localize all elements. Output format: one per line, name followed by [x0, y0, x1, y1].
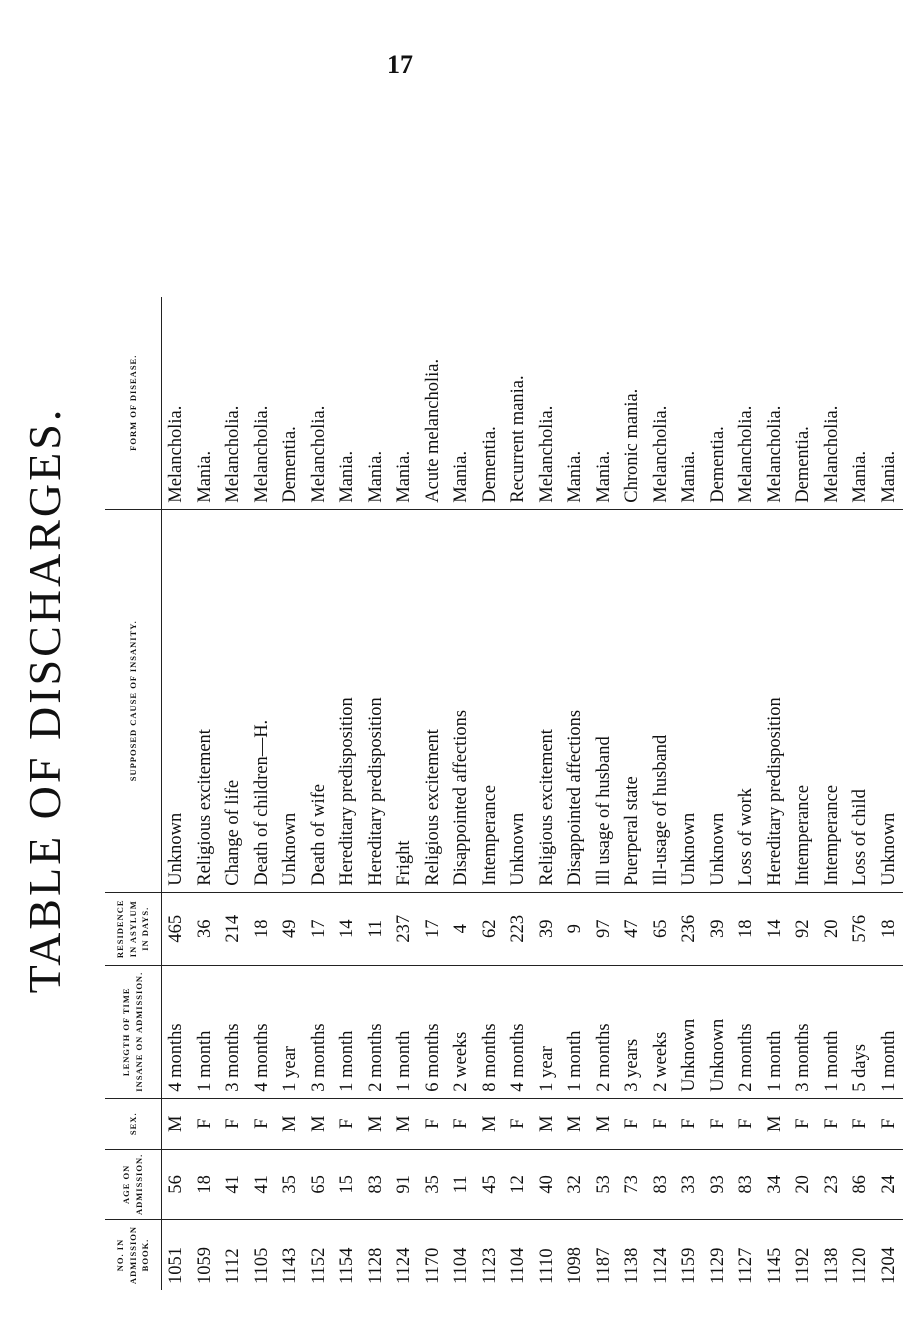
cell-no: 1098 [565, 1247, 585, 1284]
cell-age: 24 [875, 1149, 903, 1219]
cell-no: 1124 [394, 1247, 414, 1284]
cell-form: Mania. [362, 297, 391, 510]
cell-form: Melancholia. [761, 297, 790, 510]
cell-sex: M [162, 1098, 191, 1149]
cell-sex: F [846, 1098, 875, 1149]
cell-residence: 4 [447, 892, 476, 965]
cell-age: 83 [362, 1149, 391, 1219]
table-row [875, 297, 903, 1290]
cell-residence: 18 [875, 892, 903, 965]
cell-age: 32 [561, 1149, 590, 1219]
cell-no: 1104 [451, 1247, 471, 1284]
cell-no: 1105 [251, 1247, 272, 1284]
table-row [419, 297, 448, 1290]
table-row [248, 297, 277, 1290]
cell-no: 1192 [793, 1247, 813, 1284]
cell-length: 3 months [305, 965, 334, 1098]
cell-form: Dementia. [789, 297, 818, 510]
cell-no: 1187 [593, 1247, 614, 1284]
cell-age: 34 [761, 1149, 790, 1219]
cell-age: 83 [647, 1149, 676, 1219]
header-age: AGE ON ADMISSION. [105, 1149, 162, 1219]
table-row [647, 297, 676, 1290]
cell-residence: 92 [789, 892, 818, 965]
cell-length: 1 month [875, 965, 903, 1098]
cell-residence: 11 [362, 892, 391, 965]
cell-sex: M [533, 1098, 562, 1149]
cell-age: 45 [476, 1149, 505, 1219]
cell-sex: M [390, 1098, 419, 1149]
cell-no: 1059 [194, 1247, 215, 1284]
cell-residence: 17 [419, 892, 448, 965]
cell-length: 2 months [732, 965, 761, 1098]
cell-age: 65 [305, 1149, 334, 1219]
page-number: 17 [387, 50, 413, 79]
cell-no: 1129 [707, 1247, 728, 1284]
cell-residence: 236 [675, 892, 704, 965]
cell-residence: 49 [276, 892, 305, 965]
cell-no: 1159 [679, 1247, 699, 1284]
cell-length: 3 years [618, 965, 647, 1098]
cell-length: 2 weeks [647, 965, 676, 1098]
cell-residence: 223 [504, 892, 533, 965]
table-row [533, 297, 562, 1290]
table-row [761, 297, 790, 1290]
cell-form: Acute melancholia. [419, 297, 448, 510]
cell-no: 1152 [308, 1247, 329, 1284]
cell-sex: M [476, 1098, 505, 1149]
cell-cause: Unknown [704, 509, 733, 892]
cell-cause: Ill-usage of husband [647, 509, 676, 892]
table-row [732, 297, 761, 1290]
cell-form: Mania. [846, 297, 875, 510]
cell-sex: F [647, 1098, 676, 1149]
cell-cause: Hereditary predisposition [333, 509, 362, 892]
cell-residence: 214 [219, 892, 248, 965]
table-row [818, 297, 847, 1290]
cell-form: Melancholia. [305, 297, 334, 510]
table-row [504, 297, 533, 1290]
cell-cause: Intemperance [789, 509, 818, 892]
cell-age: 12 [504, 1149, 533, 1219]
table-row [219, 297, 248, 1290]
cell-age: 56 [162, 1149, 191, 1219]
cell-age: 91 [390, 1149, 419, 1219]
cell-residence: 14 [761, 892, 790, 965]
cell-length: 1 month [818, 965, 847, 1098]
cell-age: 18 [191, 1149, 220, 1219]
table-row [162, 297, 191, 1290]
header-form: FORM OF DISEASE. [105, 297, 162, 510]
header-length: LENGTH OF TIME INSANE ON ADMISSION. [105, 965, 162, 1098]
cell-cause: Religious excitement [533, 509, 562, 892]
cell-cause: Intemperance [818, 509, 847, 892]
cell-age: 15 [333, 1149, 362, 1219]
cell-age: 33 [675, 1149, 704, 1219]
cell-cause: Fright [390, 509, 419, 892]
header-residence: RESIDENCE IN ASYLUM IN DAYS. [105, 892, 162, 965]
table-row [476, 297, 505, 1290]
cell-form: Recurrent mania. [504, 297, 533, 510]
cell-no: 1145 [764, 1247, 785, 1284]
table-row [390, 297, 419, 1290]
cell-residence: 20 [818, 892, 847, 965]
cell-sex: F [704, 1098, 733, 1149]
cell-sex: F [248, 1098, 277, 1149]
cell-no: 1123 [479, 1247, 500, 1284]
table-row [789, 297, 818, 1290]
cell-age: 53 [590, 1149, 619, 1219]
cell-age: 35 [419, 1149, 448, 1219]
cell-cause: Change of life [219, 509, 248, 892]
cell-age: 23 [818, 1149, 847, 1219]
cell-cause: Ill usage of husband [590, 509, 619, 892]
header-no: NO. IN ADMISSION BOOK. [105, 1220, 162, 1291]
cell-sex: M [305, 1098, 334, 1149]
table-row [561, 297, 590, 1290]
cell-sex: M [761, 1098, 790, 1149]
cell-cause: Religious excitement [419, 509, 448, 892]
cell-length: 2 months [590, 965, 619, 1098]
cell-age: 41 [219, 1149, 248, 1219]
cell-sex: F [504, 1098, 533, 1149]
cell-length: 4 months [162, 965, 191, 1098]
cell-no: 1154 [337, 1247, 357, 1284]
cell-cause: Hereditary predisposition [362, 509, 391, 892]
cell-residence: 14 [333, 892, 362, 965]
page-title: TABLE OF DISCHARGES. [19, 406, 70, 994]
cell-no: 1143 [280, 1247, 300, 1284]
cell-length: 2 months [362, 965, 391, 1098]
cell-residence: 237 [390, 892, 419, 965]
cell-no: 1110 [536, 1248, 557, 1284]
cell-form: Dementia. [476, 297, 505, 510]
cell-length: 1 month [761, 965, 790, 1098]
cell-length: Unknown [675, 965, 704, 1098]
cell-cause: Unknown [504, 509, 533, 892]
cell-length: 6 months [419, 965, 448, 1098]
cell-sex: M [276, 1098, 305, 1149]
cell-sex: M [590, 1098, 619, 1149]
cell-form: Melancholia. [647, 297, 676, 510]
cell-length: 4 months [504, 965, 533, 1098]
discharges-table [105, 297, 903, 1290]
cell-cause: Loss of work [732, 509, 761, 892]
header-sex: SEX. [105, 1098, 162, 1149]
cell-sex: F [675, 1098, 704, 1149]
cell-no: 1112 [223, 1248, 243, 1284]
cell-length: 3 months [789, 965, 818, 1098]
cell-age: 20 [789, 1149, 818, 1219]
cell-form: Mania. [390, 297, 419, 510]
cell-age: 93 [704, 1149, 733, 1219]
cell-form: Dementia. [704, 297, 733, 510]
cell-length: 4 months [248, 965, 277, 1098]
cell-form: Chronic mania. [618, 297, 647, 510]
cell-no: 1138 [821, 1247, 842, 1284]
table-row [305, 297, 334, 1290]
table-row [447, 297, 476, 1290]
cell-length: 1 month [333, 965, 362, 1098]
cell-sex: F [219, 1098, 248, 1149]
cell-residence: 465 [162, 892, 191, 965]
cell-no: 1138 [622, 1247, 642, 1284]
cell-no: 1120 [850, 1247, 870, 1284]
cell-cause: Death of wife [305, 509, 334, 892]
cell-cause: Puerperal state [618, 509, 647, 892]
cell-residence: 62 [476, 892, 505, 965]
cell-form: Melancholia. [248, 297, 277, 510]
cell-age: 40 [533, 1149, 562, 1219]
cell-no: 1204 [878, 1247, 899, 1284]
table-row [276, 297, 305, 1290]
cell-sex: F [333, 1098, 362, 1149]
cell-length: 1 month [561, 965, 590, 1098]
cell-sex: M [561, 1098, 590, 1149]
cell-form: Mania. [590, 297, 619, 510]
cell-age: 83 [732, 1149, 761, 1219]
cell-form: Mania. [191, 297, 220, 510]
cell-cause: Loss of child [846, 509, 875, 892]
cell-form: Melancholia. [162, 297, 191, 510]
table-row [590, 297, 619, 1290]
cell-cause: Unknown [276, 509, 305, 892]
cell-sex: F [447, 1098, 476, 1149]
cell-sex: F [419, 1098, 448, 1149]
cell-length: 1 month [191, 965, 220, 1098]
cell-cause: Religious excitement [191, 509, 220, 892]
cell-no: 1051 [166, 1247, 186, 1284]
cell-sex: F [818, 1098, 847, 1149]
cell-cause: Disappointed affections [561, 509, 590, 892]
cell-length: 1 year [533, 965, 562, 1098]
cell-age: 41 [248, 1149, 277, 1219]
cell-sex: F [789, 1098, 818, 1149]
cell-length: 8 months [476, 965, 505, 1098]
cell-form: Melancholia. [818, 297, 847, 510]
cell-cause: Unknown [875, 509, 903, 892]
table-row [618, 297, 647, 1290]
cell-sex: F [732, 1098, 761, 1149]
cell-no: 1127 [736, 1247, 756, 1284]
table-row [846, 297, 875, 1290]
table-row [675, 297, 704, 1290]
cell-form: Mania. [561, 297, 590, 510]
cell-residence: 47 [618, 892, 647, 965]
rotated-page [0, 90, 899, 1310]
cell-length: 1 year [276, 965, 305, 1098]
cell-residence: 9 [561, 892, 590, 965]
cell-age: 35 [276, 1149, 305, 1219]
cell-cause: Unknown [675, 509, 704, 892]
cell-cause: Disappointed affections [447, 509, 476, 892]
table-row [333, 297, 362, 1290]
cell-residence: 18 [732, 892, 761, 965]
cell-no: 1128 [365, 1247, 386, 1284]
cell-sex: M [362, 1098, 391, 1149]
cell-residence: 65 [647, 892, 676, 965]
cell-residence: 17 [305, 892, 334, 965]
cell-age: 73 [618, 1149, 647, 1219]
cell-sex: F [875, 1098, 903, 1149]
table-row [191, 297, 220, 1290]
cell-length: 1 month [390, 965, 419, 1098]
cell-form: Mania. [447, 297, 476, 510]
cell-no: 1170 [422, 1247, 443, 1284]
cell-form: Mania. [333, 297, 362, 510]
cell-form: Melancholia. [533, 297, 562, 510]
cell-residence: 576 [846, 892, 875, 965]
cell-length: 5 days [846, 965, 875, 1098]
cell-cause: Death of children—H. [248, 509, 277, 892]
cell-sex: F [191, 1098, 220, 1149]
cell-cause: Unknown [162, 509, 191, 892]
header-cause: SUPPOSED CAUSE OF INSANITY. [105, 509, 162, 892]
cell-length: Unknown [704, 965, 733, 1098]
cell-residence: 39 [704, 892, 733, 965]
cell-residence: 39 [533, 892, 562, 965]
table-row [704, 297, 733, 1290]
cell-cause: Intemperance [476, 509, 505, 892]
cell-residence: 97 [590, 892, 619, 965]
cell-no: 1104 [508, 1247, 528, 1284]
cell-cause: Hereditary predisposition [761, 509, 790, 892]
cell-length: 3 months [219, 965, 248, 1098]
cell-form: Dementia. [276, 297, 305, 510]
cell-no: 1124 [650, 1247, 671, 1284]
cell-age: 86 [846, 1149, 875, 1219]
header-row [105, 297, 162, 1290]
cell-form: Melancholia. [219, 297, 248, 510]
table-row [362, 297, 391, 1290]
cell-form: Mania. [675, 297, 704, 510]
cell-form: Melancholia. [732, 297, 761, 510]
cell-residence: 36 [191, 892, 220, 965]
cell-age: 11 [447, 1149, 476, 1219]
cell-residence: 18 [248, 892, 277, 965]
cell-sex: F [618, 1098, 647, 1149]
cell-length: 2 weeks [447, 965, 476, 1098]
cell-form: Mania. [875, 297, 903, 510]
